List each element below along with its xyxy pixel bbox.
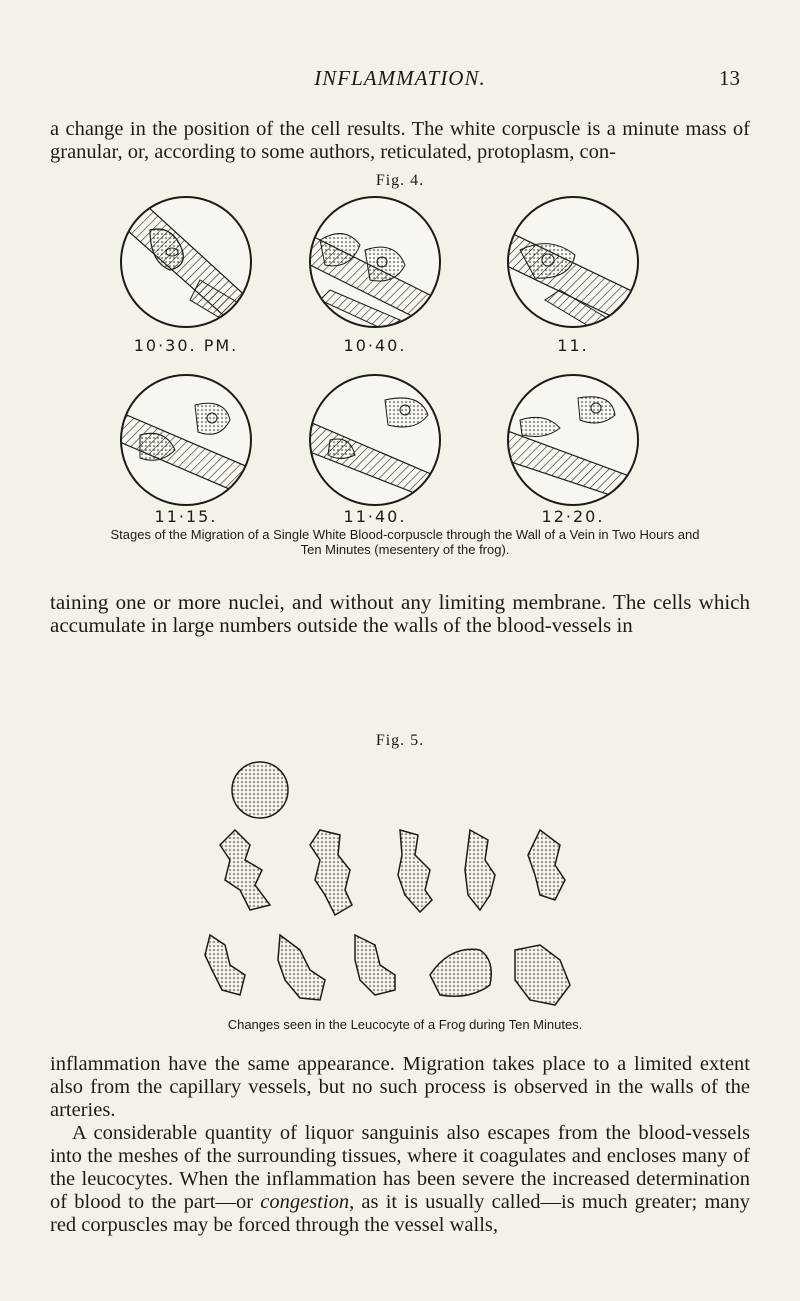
leucocyte-row-2 — [205, 935, 570, 1005]
leucocyte-row-1 — [220, 830, 565, 915]
emphasis-congestion: congestion — [260, 1191, 350, 1213]
running-title: INFLAMMATION. — [314, 66, 486, 90]
text-run: , as it is usually called—is much greater; many red corpuscles may be forced through the vessel walls, — [50, 1191, 750, 1236]
paragraph-text: taining one or more nuclei, and without any limiting membrane. The cells which accumulate in large numbers outside the walls of the blood-vessels in — [50, 590, 750, 637]
page-number: 13 — [719, 66, 740, 90]
text-run: A considerable quantity of liquor sanguinis also escapes from the blood-vessels into the meshes of the surrounding tissues, where it coagulates and encloses many of the leucocytes. When the inflammation has been severe the increased determination of blood to the part—or — [50, 1122, 750, 1213]
caption-line: Stages of the Migration of a Single White Blood-corpuscle through the Wall of a Vein in Two Hours and — [110, 527, 700, 542]
paragraph-inflammation — [50, 1053, 750, 1237]
stage-label-4: 11·15. — [154, 507, 218, 526]
stage-label-5: 11·40. — [343, 507, 407, 526]
paragraph-text-2 — [50, 1122, 750, 1237]
leucocyte-round — [232, 762, 288, 818]
paragraph-text: inflammation have the same appearance. Migration takes place to a limited extent also from the capillary vessels, but no such process is observed in the walls of the arteries. — [50, 1053, 750, 1121]
figure-5-caption: Changes seen in the Leucocyte of a Frog during Ten Minutes. — [227, 1017, 583, 1032]
figure-4-title: Fig. 4. — [375, 172, 425, 189]
paragraph-text: a change in the position of the cell results. The white corpuscle is a minute mass of granular, or, according to some authors, reticulated, protoplasm, con- — [50, 118, 750, 163]
stage-label-2: 10·40. — [343, 336, 407, 355]
caption-line: Ten Minutes (mesentery of the frog). — [300, 542, 510, 557]
stage-label-6: 12·20. — [541, 507, 605, 526]
figure-5-title: Fig. 5. — [375, 732, 425, 749]
stage-label-1: 10·30. PM. — [133, 336, 239, 355]
stage-label-3: 11. — [557, 336, 589, 355]
